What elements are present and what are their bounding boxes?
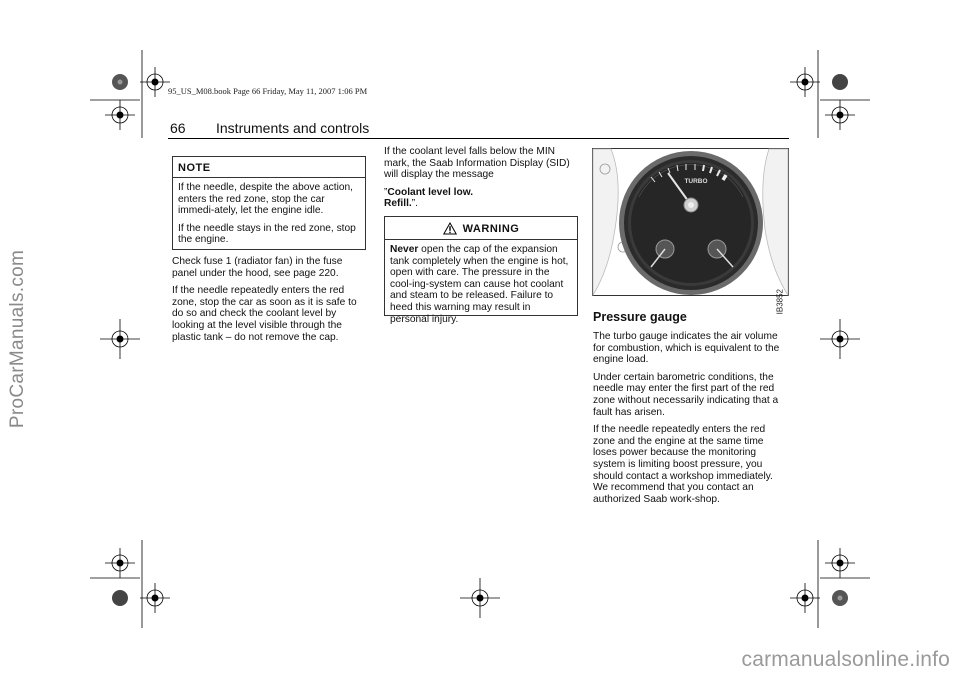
warning-lead: Never	[390, 244, 419, 255]
column-1	[172, 256, 368, 349]
footer-watermark: carmanualsonline.info	[741, 648, 950, 671]
warning-header	[385, 217, 577, 240]
warning-text	[390, 244, 572, 325]
gauge-label: TURBO	[684, 178, 708, 185]
warning-heading: WARNING	[462, 223, 520, 235]
warning-box	[384, 216, 578, 325]
note-heading: NOTE	[173, 157, 365, 178]
body-paragraph: Under certain barometric conditions, the needle may enter the first part of the red zone without necessarily indicating that a fault has arisen.	[593, 371, 779, 418]
note-box	[172, 156, 366, 250]
sid-message-line1: Coolant level low.	[387, 186, 474, 198]
pressure-gauge-heading: Pressure gauge	[593, 310, 687, 324]
sid-message-line2: Refill.	[384, 198, 412, 210]
note-paragraph: If the needle stays in the red zone, stop the engine.	[178, 222, 356, 246]
book-info-line: 95_US_M08.book Page 66 Friday, May 11, 2007 1:06 PM	[168, 86, 368, 96]
quote-close: ”.	[411, 198, 418, 210]
column-2	[384, 146, 578, 216]
warning-rest: open the cap of the expansion tank completely when the engine is hot, open with care. The pressure in the cool-ing-system can cause hot coolant and steam to be released. Failure to heed this warning may result in personal injury.	[390, 244, 569, 325]
page-number: 66	[170, 120, 186, 136]
body-paragraph: Check fuse 1 (radiator fan) in the fuse panel under the hood, see page 220.	[172, 256, 343, 279]
side-watermark: ProCarManuals.com	[7, 249, 28, 429]
warning-triangle-icon	[443, 222, 457, 235]
turbo-gauge-figure	[592, 148, 789, 315]
figure-code: IB3852	[775, 289, 784, 315]
turbo-gauge-illustration	[593, 149, 788, 295]
column-3	[593, 331, 789, 511]
quote-open: ”	[384, 186, 388, 198]
body-paragraph: If the needle repeatedly enters the red zone and the engine at the same time loses power because the monitoring system is limiting boost pressure, you should contact a workshop immediately. We recommend that you contact an authorized Saab work-shop.	[593, 424, 773, 505]
body-paragraph: If the needle repeatedly enters the red zone, stop the car as soon as it is safe to do so and check the coolant level by looking at the level visible through the plastic tank – do not remove the cap.	[172, 285, 357, 343]
sid-message	[384, 187, 578, 210]
note-paragraph: If the needle, despite the above action, enters the red zone, stop the car immedi-ately, let the engine idle.	[178, 182, 354, 217]
section-title: Instruments and controls	[216, 120, 370, 136]
warning-body	[385, 240, 577, 335]
body-paragraph: If the coolant level falls below the MIN mark, the Saab Information Display (SID) will display the message	[384, 146, 570, 181]
body-paragraph: The turbo gauge indicates the air volume for combustion, which is equivalent to the engine load.	[593, 331, 780, 366]
header-divider	[168, 138, 789, 139]
note-body	[173, 178, 365, 256]
